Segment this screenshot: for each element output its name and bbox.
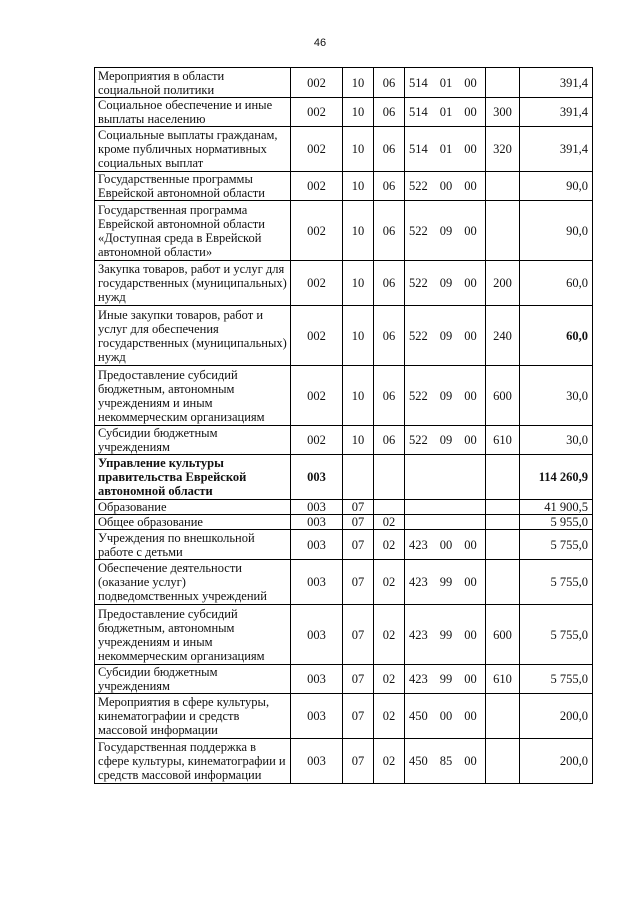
table-row [95,98,593,127]
target-article-code [405,455,486,500]
section-code: 10 [343,98,374,127]
expense-type-code [486,455,520,500]
section-code: 10 [343,201,374,261]
subsection-code: 02 [374,605,405,665]
subsection-code: 02 [374,515,405,530]
subsection-code: 02 [374,694,405,739]
row-name: Предоставление субсидий бюджетным, автономным учреждениям и иным некоммерческим организациям [95,366,291,426]
target-article-code [405,306,486,366]
subsection-code: 02 [374,665,405,694]
expense-type-code [486,530,520,560]
expense-type-code: 300 [486,98,520,127]
row-name: Иные закупки товаров, работ и услуг для обеспечения государственных (муниципальных) нужд [95,306,291,366]
article-part: 423 [409,537,428,552]
row-name: Учреждения по внешкольной работе с детьми [95,530,291,560]
subsection-code [374,455,405,500]
table-row [95,426,593,455]
article-part: 522 [409,179,428,193]
row-name: Закупка товаров, работ и услуг для государственных (муниципальных) нужд [95,261,291,306]
table-row [95,530,593,560]
amount: 30,0 [520,366,593,426]
amount: 391,4 [520,68,593,98]
expense-type-code [486,201,520,261]
section-code: 10 [343,172,374,201]
section-code: 07 [343,739,374,784]
article-part: 09 [439,328,453,343]
section-code: 10 [343,366,374,426]
target-article-code [405,98,486,127]
subsection-code: 06 [374,68,405,98]
expense-type-code [486,68,520,98]
table-row [95,605,593,665]
article-part: 99 [439,672,453,686]
target-article-code [405,172,486,201]
article-part: 522 [409,223,428,238]
ministry-code: 003 [291,739,343,784]
article-part: 00 [464,575,477,589]
expense-type-code: 600 [486,366,520,426]
table-row [95,560,593,605]
article-part: 00 [464,328,477,343]
article-part: 522 [409,388,428,403]
amount: 200,0 [520,739,593,784]
table-row [95,366,593,426]
article-part: 09 [439,276,453,290]
row-name: Обеспечение деятельности (оказание услуг) подведомственных учреждений [95,560,291,605]
row-name: Управление культуры правительства Еврейской автономной области [95,455,291,500]
amount: 200,0 [520,694,593,739]
table-row [95,500,593,515]
subsection-code: 06 [374,306,405,366]
ministry-code: 003 [291,455,343,500]
expense-type-code: 610 [486,426,520,455]
article-part: 09 [439,223,453,238]
target-article-code [405,261,486,306]
article-part: 00 [439,179,453,193]
expense-type-code: 320 [486,127,520,172]
row-name: Мероприятия в сфере культуры, кинематографии и средств массовой информации [95,694,291,739]
article-part: 522 [409,433,428,447]
ministry-code: 003 [291,530,343,560]
article-part: 00 [464,223,477,238]
amount: 391,4 [520,98,593,127]
expense-type-code [486,739,520,784]
subsection-code: 02 [374,560,405,605]
subsection-code [374,500,405,515]
table-row [95,201,593,261]
section-code: 10 [343,68,374,98]
amount: 30,0 [520,426,593,455]
expense-type-code: 240 [486,306,520,366]
article-part: 99 [439,575,453,589]
amount: 90,0 [520,172,593,201]
amount: 114 260,9 [520,455,593,500]
section-code: 07 [343,665,374,694]
target-article-code [405,515,486,530]
table-row [95,68,593,98]
section-code [343,455,374,500]
row-name: Образование [95,500,291,515]
ministry-code: 002 [291,366,343,426]
section-code: 07 [343,605,374,665]
table-row [95,306,593,366]
ministry-code: 003 [291,694,343,739]
table-row [95,172,593,201]
article-part: 450 [409,709,428,723]
table-row [95,515,593,530]
section-code: 07 [343,560,374,605]
row-name: Мероприятия в области социальной политики [95,68,291,98]
article-part: 09 [439,433,453,447]
ministry-code: 002 [291,68,343,98]
article-part: 01 [439,105,453,119]
ministry-code: 002 [291,172,343,201]
subsection-code: 06 [374,172,405,201]
amount: 60,0 [520,261,593,306]
subsection-code: 06 [374,98,405,127]
subsection-code: 06 [374,426,405,455]
table-row [95,261,593,306]
section-code: 10 [343,127,374,172]
table-row [95,455,593,500]
target-article-code [405,426,486,455]
article-part: 514 [409,75,428,90]
expense-type-code [486,560,520,605]
ministry-code: 002 [291,201,343,261]
article-part: 00 [464,433,477,447]
target-article-code [405,530,486,560]
table-row [95,665,593,694]
row-name: Субсидии бюджетным учреждениям [95,665,291,694]
expense-type-code [486,694,520,739]
row-name: Государственная программа Еврейской автономной области «Доступная среда в Еврейской автономной области» [95,201,291,261]
target-article-code [405,500,486,515]
article-part: 99 [439,627,453,642]
ministry-code: 003 [291,665,343,694]
article-part: 00 [464,388,477,403]
article-part: 85 [439,754,453,768]
section-code: 07 [343,515,374,530]
ministry-code: 002 [291,306,343,366]
ministry-code: 003 [291,560,343,605]
row-name: Социальные выплаты гражданам, кроме публичных нормативных социальных выплат [95,127,291,172]
target-article-code [405,560,486,605]
article-part: 01 [439,142,453,156]
ministry-code: 003 [291,515,343,530]
amount: 90,0 [520,201,593,261]
target-article-code [405,201,486,261]
target-article-code [405,739,486,784]
article-part: 00 [464,754,477,768]
amount: 5 755,0 [520,605,593,665]
row-name: Общее образование [95,515,291,530]
article-part: 00 [464,105,477,119]
row-name: Субсидии бюджетным учреждениям [95,426,291,455]
amount: 60,0 [520,306,593,366]
table-row [95,127,593,172]
section-code: 10 [343,306,374,366]
ministry-code: 002 [291,98,343,127]
amount: 5 755,0 [520,665,593,694]
article-part: 01 [439,75,453,90]
subsection-code: 06 [374,201,405,261]
page-number: 46 [313,37,327,49]
amount: 391,4 [520,127,593,172]
subsection-code: 02 [374,739,405,784]
amount: 41 900,5 [520,500,593,515]
row-name: Социальное обеспечение и иные выплаты населению [95,98,291,127]
section-code: 10 [343,261,374,306]
target-article-code [405,665,486,694]
ministry-code: 002 [291,261,343,306]
article-part: 00 [464,142,477,156]
ministry-code: 003 [291,605,343,665]
target-article-code [405,694,486,739]
expense-type-code: 600 [486,605,520,665]
article-part: 00 [464,179,477,193]
article-part: 00 [439,709,453,723]
article-part: 514 [409,105,428,119]
section-code: 07 [343,530,374,560]
target-article-code [405,68,486,98]
table-row [95,694,593,739]
article-part: 522 [409,276,428,290]
subsection-code: 02 [374,530,405,560]
article-part: 423 [409,575,428,589]
article-part: 09 [439,388,453,403]
section-code: 10 [343,426,374,455]
amount: 5 755,0 [520,560,593,605]
target-article-code [405,127,486,172]
row-name: Предоставление субсидий бюджетным, автономным учреждениям и иным некоммерческим организациям [95,605,291,665]
ministry-code: 003 [291,500,343,515]
article-part: 00 [464,537,477,552]
expense-type-code: 200 [486,261,520,306]
section-code: 07 [343,500,374,515]
article-part: 423 [409,627,428,642]
article-part: 450 [409,754,428,768]
article-part: 522 [409,328,428,343]
amount: 5 755,0 [520,530,593,560]
article-part: 00 [464,709,477,723]
article-part: 00 [464,75,477,90]
article-part: 00 [464,627,477,642]
section-code: 07 [343,694,374,739]
article-part: 423 [409,672,428,686]
article-part: 00 [464,276,477,290]
amount: 5 955,0 [520,515,593,530]
target-article-code [405,605,486,665]
target-article-code [405,366,486,426]
expense-type-code: 610 [486,665,520,694]
ministry-code: 002 [291,426,343,455]
article-part: 514 [409,142,428,156]
budget-table [94,67,593,784]
article-part: 00 [439,537,453,552]
ministry-code: 002 [291,127,343,172]
expense-type-code [486,500,520,515]
expense-type-code [486,515,520,530]
row-name: Государственная поддержка в сфере культуры, кинематографии и средств массовой информации [95,739,291,784]
row-name: Государственные программы Еврейской автономной области [95,172,291,201]
article-part: 00 [464,672,477,686]
subsection-code: 06 [374,127,405,172]
subsection-code: 06 [374,261,405,306]
expense-type-code [486,172,520,201]
table-row [95,739,593,784]
subsection-code: 06 [374,366,405,426]
